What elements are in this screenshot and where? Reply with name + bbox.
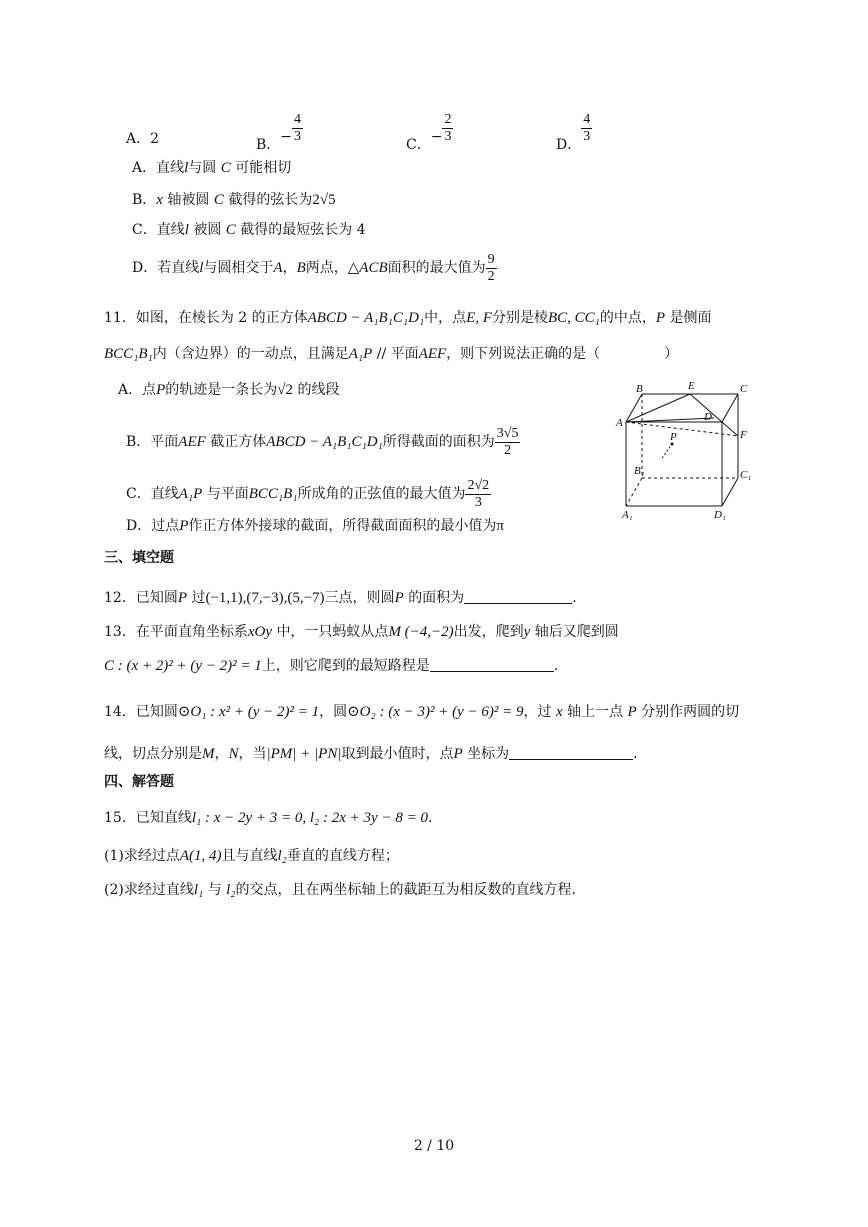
q10-option-b: B．x 轴被圆 C 截得的弦长为2√5 [132, 192, 336, 208]
q10-option-a: A．直线l与圆 C 可能相切 [132, 160, 292, 176]
q13-line-2: C : (x + 2)² + (y − 2)² = 1上，则它爬到的最短路程是 . [104, 658, 559, 674]
cube-label-c: C [740, 383, 748, 395]
cube-label-b: B [636, 383, 643, 395]
q12: 12．已知圆P 过(−1,1),(7,−3),(5,−7)三点，则圆P 的面积为 . [104, 590, 577, 606]
q11-option-a: A．点P的轨迹是一条长为√2 的线段 [118, 382, 340, 398]
q15-part-1: (1)求经过点A(1, 4)且与直线l₂垂直的直线方程； [104, 848, 399, 864]
q11-option-d: D．过点P作正方体外接球的截面，所得截面面积的最小值为π [126, 518, 504, 534]
q12-answer-blank[interactable] [464, 589, 572, 604]
q14-answer-blank[interactable] [509, 745, 633, 760]
cube-label-p: P [670, 431, 677, 443]
q10-choice-a: A．2 [126, 131, 160, 147]
cube-label-a1: A₁ [622, 509, 633, 521]
q10-option-d: D．若直线l与圆相交于A，B两点，△ACB面积的最大值为 $\frac{9}{2}$ [132, 251, 495, 284]
q10-option-c: C．直线l 被圆 C 截得的最短弦长为 4 [132, 222, 366, 238]
q11-line-2: BCC₁B₁内（含边界）的一动点，且满足A₁P // 平面AEF，则下列说法正确的是（ ） [104, 346, 679, 362]
cube-label-c1: C₁ [740, 469, 752, 481]
q11-option-b: B．平面AEF 截正方体ABCD − A₁B₁C₁D₁所得截面的面积为 $\frac{3√5}{2}$ [126, 425, 519, 458]
cube-label-d1: D₁ [714, 509, 726, 521]
q15-line-1: 15．已知直线l₁ : x − 2y + 3 = 0, l₂ : 2x + 3y − 8 = 0. [104, 810, 433, 826]
cube-label-f: F [740, 429, 747, 441]
q11-option-c: C．直线A₁P 与平面BCC₁B₁所成角的正弦值的最大值为 $\frac{2√2}{3}$ [126, 477, 490, 510]
q14-line-2: 线，切点分别是M，N，当|PM| + |PN|取到最小值时，点P 坐标为 . [104, 746, 638, 762]
cube-label-b1: B₁ [634, 465, 645, 477]
q10-choice-c: C．− $\frac{2}{3}$ [406, 112, 452, 153]
q13-line-1: 13．在平面直角坐标系xOy 中，一只蚂蚁从点M (−4,−2)出发，爬到y 轴后又爬到圆 [104, 624, 619, 640]
page-number: 2 / 10 [413, 1138, 455, 1154]
q10-choice-d: D． $\frac{4}{3}$ [556, 112, 591, 153]
q13-answer-blank[interactable] [430, 657, 554, 672]
cube-figure [610, 376, 760, 526]
cube-label-e: E [688, 380, 695, 392]
q14-line-1: 14．已知圆⊙O₁ : x² + (y − 2)² = 1，圆⊙O₂ : (x − 3)² + (y − 6)² = 9，过 x 轴上一点 P 分别作两圆的切 [104, 704, 740, 720]
cube-label-d: D [704, 411, 712, 423]
cube-label-a: A [616, 417, 623, 429]
q10-choice-b: B．− $\frac{4}{3}$ [256, 112, 302, 153]
section-heading-solutions: 四、解答题 [104, 774, 174, 790]
q15-part-2: (2)求经过直线l₁ 与 l₂的交点，且在两坐标轴上的截距互为相反数的直线方程. [104, 882, 576, 898]
section-heading-fill-in: 三、填空题 [104, 550, 174, 566]
q11-line-1: 11．如图，在棱长为 2 的正方体ABCD − A₁B₁C₁D₁中，点E, F分别是棱BC, CC₁的中点，P 是侧面 [104, 310, 712, 326]
